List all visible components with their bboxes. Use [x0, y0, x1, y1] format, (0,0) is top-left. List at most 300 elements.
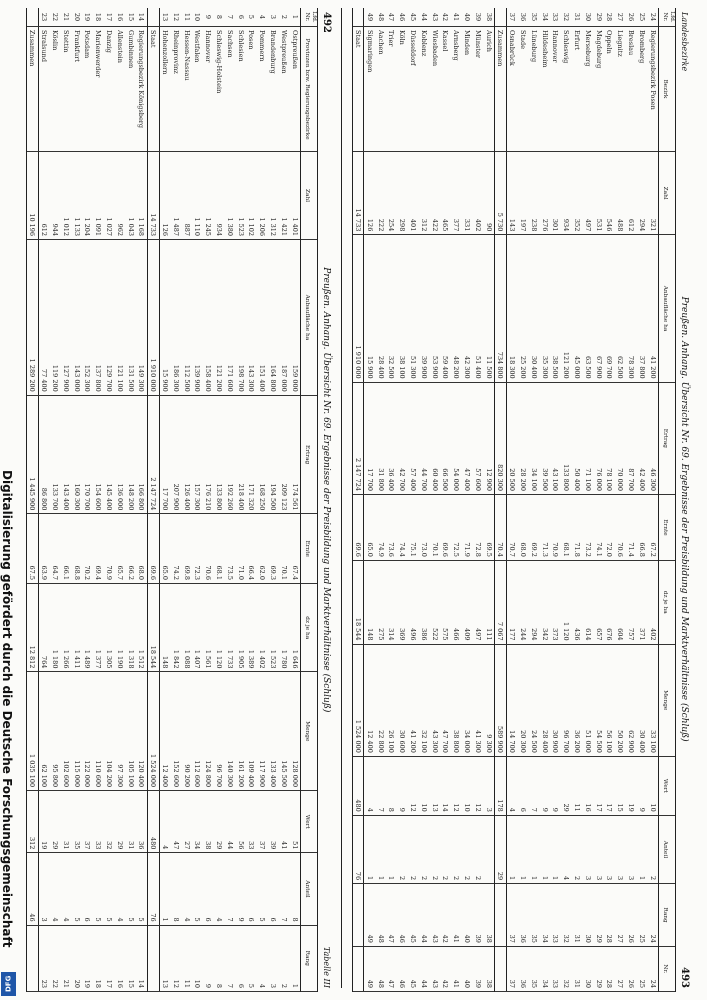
- table-cell: 32 500: [386, 235, 397, 382]
- table-cell: 7 067: [495, 560, 507, 644]
- table-cell: 33: [550, 884, 561, 947]
- table-row: [418, 8, 429, 992]
- table-cell: 3: [268, 925, 279, 991]
- table-cell: 7: [528, 756, 539, 815]
- table-cell: 41: [451, 884, 462, 947]
- table-cell: 1: [539, 815, 550, 883]
- table-cell: 23: [38, 925, 49, 991]
- table-cell: 176 210: [203, 395, 214, 514]
- table-cell: 1 389: [246, 584, 257, 672]
- table-cell: [147, 925, 159, 991]
- table-cell: [352, 884, 364, 947]
- table-cell: 121 200: [214, 240, 225, 396]
- table-cell: 20: [71, 8, 82, 27]
- table-cell: 15: [615, 756, 626, 815]
- table-cell: 402: [647, 560, 658, 644]
- table-cell: 11: [572, 756, 583, 815]
- table-cell: 1 318: [125, 584, 136, 672]
- table-row: [268, 8, 279, 992]
- table-cell: 65.7: [114, 514, 125, 584]
- table-cell: 45: [408, 8, 419, 27]
- row-label: Stralsund: [38, 27, 49, 152]
- row-label: Minden: [462, 27, 473, 152]
- table-cell: 24 500: [528, 644, 539, 756]
- row-label: Koblenz: [418, 27, 429, 152]
- table-cell: 69.6: [147, 514, 159, 584]
- table-cell: 42 700: [397, 382, 408, 494]
- table-cell: 38 100: [397, 235, 408, 382]
- table-cell: 4: [364, 756, 375, 815]
- table-cell: 32: [561, 884, 572, 947]
- table-cell: 377: [451, 152, 462, 235]
- table-cell: 29: [114, 791, 125, 853]
- table-cell: 12 900: [483, 382, 494, 494]
- table-cell: 47 400: [462, 382, 473, 494]
- table-cell: 67 900: [593, 235, 604, 382]
- table-cell: 2 147 724: [352, 382, 364, 494]
- table-row: [235, 8, 246, 992]
- table-cell: 1 204: [82, 152, 93, 240]
- table-cell: 46: [397, 884, 408, 947]
- table-cell: 4: [561, 815, 572, 883]
- table-cell: 1 120: [214, 584, 225, 672]
- table-cell: 60 400: [429, 382, 440, 494]
- table-cell: 8: [386, 756, 397, 815]
- row-label: Regierungsbezirk Posen: [647, 27, 658, 152]
- table-cell: 70 000: [615, 382, 626, 494]
- table-cell: 112 500: [181, 240, 192, 396]
- table-total-row: [147, 8, 159, 992]
- table-cell: 68.1: [561, 495, 572, 561]
- table-cell: 10: [418, 756, 429, 815]
- column-header: Anteil: [301, 853, 318, 925]
- table-cell: 10: [192, 8, 203, 27]
- table-cell: 51 400: [472, 235, 483, 382]
- table-cell: 74.2: [170, 514, 181, 584]
- row-label: Bromberg: [636, 27, 647, 152]
- table-cell: 16: [582, 756, 593, 815]
- right-table-label: Landesbezirke: [680, 12, 689, 72]
- table-cell: 3: [38, 853, 49, 925]
- row-label: Liegnitz: [615, 27, 626, 152]
- table-cell: 409: [462, 560, 473, 644]
- table-cell: 39 500: [539, 382, 550, 494]
- table-cell: 30 400: [636, 644, 647, 756]
- table-cell: 68.0: [518, 495, 529, 561]
- table-cell: 352: [572, 152, 583, 235]
- table-cell: 76: [147, 853, 159, 925]
- table-cell: 33: [550, 946, 561, 991]
- table-cell: 41: [451, 8, 462, 27]
- table-cell: 29: [593, 884, 604, 947]
- table-cell: 5: [71, 853, 82, 925]
- table-cell: 66.4: [246, 514, 257, 584]
- table-cell: 149 300: [136, 240, 147, 396]
- table-cell: 9 300: [483, 644, 494, 756]
- table-cell: 1 523: [268, 584, 279, 672]
- column-header: Lfd. Nr.: [659, 8, 676, 27]
- table-row: [506, 8, 517, 992]
- table-cell: 1 524 000: [352, 644, 364, 756]
- row-label: Münster: [472, 27, 483, 152]
- table-cell: 68.8: [71, 514, 82, 584]
- table-cell: [27, 925, 39, 991]
- table-cell: 62.0: [257, 514, 268, 584]
- table-cell: 75.1: [408, 495, 419, 561]
- table-cell: 44: [418, 8, 429, 27]
- table-cell: 197: [518, 152, 529, 235]
- table-cell: 96 700: [214, 672, 225, 791]
- table-cell: 49: [364, 8, 375, 27]
- table-cell: 67.4: [289, 514, 300, 584]
- table-cell: 1 523: [235, 152, 246, 240]
- table-cell: 1 910 000: [352, 235, 364, 382]
- table-cell: 12 400: [364, 644, 375, 756]
- table-cell: 218 400: [235, 395, 246, 514]
- table-cell: 480: [352, 756, 364, 815]
- table-cell: 5: [257, 853, 268, 925]
- table-cell: 164 800: [268, 240, 279, 396]
- table-cell: 2: [451, 815, 462, 883]
- table-cell: 69.3: [268, 514, 279, 584]
- table-cell: 422: [429, 152, 440, 235]
- table-row: [451, 8, 462, 992]
- table-row: [192, 8, 203, 992]
- table-cell: 43 300: [429, 644, 440, 756]
- column-header: dz je ha: [659, 560, 676, 644]
- row-label: Arnsberg: [451, 27, 462, 152]
- column-header: Menge: [659, 644, 676, 756]
- table-cell: 1 512: [136, 584, 147, 672]
- digitization-credit: [0, 470, 16, 993]
- table-cell: 26 100: [386, 644, 397, 756]
- table-header-row: [659, 8, 676, 992]
- table-row: [289, 8, 300, 992]
- table-cell: 386: [418, 560, 429, 644]
- table-cell: 1 905: [235, 584, 246, 672]
- row-label: Düsseldorf: [408, 27, 419, 152]
- table-cell: 17: [104, 8, 115, 27]
- table-cell: [483, 815, 494, 883]
- table-cell: 87 700: [626, 382, 637, 494]
- table-cell: 18: [93, 8, 104, 27]
- table-cell: 497: [582, 152, 593, 235]
- table-row: [386, 8, 397, 992]
- table-cell: 5: [93, 853, 104, 925]
- table-cell: 38 800: [451, 644, 462, 756]
- table-cell: 1 646: [289, 584, 300, 672]
- table-cell: 18 300: [506, 235, 517, 382]
- table-cell: 1: [528, 815, 539, 883]
- row-label: Westfalen: [192, 27, 203, 152]
- table-cell: 30 400: [528, 235, 539, 382]
- table-cell: 33: [246, 791, 257, 853]
- table-cell: 757: [626, 560, 637, 644]
- table-cell: 19: [82, 8, 93, 27]
- table-cell: 734 800: [495, 235, 507, 382]
- table-cell: 2 147 724: [147, 395, 159, 514]
- table-cell: 1 133: [71, 152, 82, 240]
- table-cell: 152 300: [82, 240, 93, 396]
- column-header: Anteil: [659, 815, 676, 883]
- table-cell: 26: [626, 8, 637, 27]
- right-page-number: 493: [679, 967, 690, 988]
- table-cell: 27: [615, 8, 626, 27]
- table-cell: 2: [462, 815, 473, 883]
- left-table-label: Tabelle III: [322, 946, 331, 988]
- table-cell: 436: [572, 560, 583, 644]
- table-cell: 21: [60, 925, 71, 991]
- table-cell: 158 400: [203, 240, 214, 396]
- table-cell: [147, 8, 159, 27]
- table-cell: 38: [203, 791, 214, 853]
- table-cell: 4: [60, 853, 71, 925]
- table-cell: 36: [518, 946, 529, 991]
- table-cell: 168 250: [257, 395, 268, 514]
- table-cell: 14: [136, 925, 147, 991]
- table-cell: 2: [278, 8, 289, 27]
- table-cell: 63 500: [582, 235, 593, 382]
- table-cell: 10: [462, 756, 473, 815]
- table-cell: 32: [104, 791, 115, 853]
- table-cell: 23: [38, 8, 49, 27]
- table-cell: 373: [550, 560, 561, 644]
- table-cell: 27: [615, 946, 626, 991]
- table-cell: 6: [235, 8, 246, 27]
- table-cell: 50 200: [615, 644, 626, 756]
- row-label: Pommern: [257, 27, 268, 152]
- table-cell: 42: [440, 946, 451, 991]
- table-cell: 1 407: [192, 584, 203, 672]
- row-label: Posen: [246, 27, 257, 152]
- row-label: Potsdam: [82, 27, 93, 152]
- table-cell: 127 900: [60, 240, 71, 396]
- table-row: [483, 8, 494, 992]
- table-cell: 7: [375, 756, 386, 815]
- table-cell: 69.6: [352, 495, 364, 561]
- table-row: [429, 8, 440, 992]
- table-cell: 37 800: [636, 235, 647, 382]
- table-cell: 124 800: [203, 672, 214, 791]
- digitization-credit-text: Digitalisierung gefördert durch die Deutsche Forschungsgemeinschaft: [0, 470, 14, 948]
- column-header: Zahl: [301, 152, 318, 240]
- table-cell: 28: [604, 8, 615, 27]
- table-cell: 12: [408, 756, 419, 815]
- table-cell: 66.8: [636, 495, 647, 561]
- row-label: Staat: [352, 27, 364, 152]
- table-cell: 1: [289, 8, 300, 27]
- table-cell: 71.0: [235, 514, 246, 584]
- row-label: Aachen: [375, 27, 386, 152]
- table-cell: 5: [246, 8, 257, 27]
- table-cell: 1 120: [561, 560, 572, 644]
- table-cell: 128 000: [289, 672, 300, 791]
- table-cell: 56: [235, 791, 246, 853]
- table-cell: 33 100: [647, 644, 658, 756]
- table-cell: 39: [472, 8, 483, 27]
- table-cell: 111: [483, 560, 494, 644]
- table-cell: 294: [528, 560, 539, 644]
- table-cell: 39: [472, 884, 483, 947]
- table-cell: 66.2: [125, 514, 136, 584]
- table-cell: 17: [604, 756, 615, 815]
- table-cell: 51: [289, 791, 300, 853]
- table-cell: 28: [604, 884, 615, 947]
- table-cell: 42 400: [636, 382, 647, 494]
- table-row: [636, 8, 647, 992]
- table-cell: 1 411: [71, 584, 82, 672]
- right-page: [350, 8, 690, 992]
- table-cell: 26: [626, 946, 637, 991]
- table-cell: 126: [364, 152, 375, 235]
- table-cell: 1 733: [224, 584, 235, 672]
- table-cell: 37: [82, 791, 93, 853]
- table-cell: 1 190: [114, 584, 125, 672]
- table-cell: 121 100: [114, 240, 125, 396]
- row-label: Brandenburg: [268, 27, 279, 152]
- table-cell: 25: [636, 884, 647, 947]
- table-cell: 2: [472, 815, 483, 883]
- table-cell: 34: [539, 946, 550, 991]
- table-cell: 2: [278, 925, 289, 991]
- table-cell: 40: [462, 8, 473, 27]
- table-cell: 1 561: [203, 584, 214, 672]
- table-cell: 131 500: [125, 240, 136, 396]
- table-cell: 34: [539, 884, 550, 947]
- table-cell: 6: [203, 853, 214, 925]
- table-cell: 15: [125, 8, 136, 27]
- table-row: [114, 8, 125, 992]
- table-header-row: [301, 8, 318, 992]
- left-page-number: 492: [321, 12, 332, 33]
- row-label: Schleswig: [561, 27, 572, 152]
- table-cell: 34 000: [462, 644, 473, 756]
- table-cell: 57 400: [408, 382, 419, 494]
- table-cell: 207 900: [170, 395, 181, 514]
- table-row: [71, 8, 82, 992]
- row-label: Hannover: [203, 27, 214, 152]
- table-cell: 66.1: [60, 514, 71, 584]
- table-cell: 7: [224, 925, 235, 991]
- row-label: Köln: [397, 27, 408, 152]
- table-cell: 37: [506, 946, 517, 991]
- column-header: Ernte: [301, 514, 318, 584]
- table-cell: 11: [181, 8, 192, 27]
- table-cell: 26: [626, 884, 637, 947]
- table-cell: 321: [647, 152, 658, 235]
- table-cell: 70.9: [104, 514, 115, 584]
- left-page: [20, 8, 332, 992]
- table-cell: 187 000: [278, 240, 289, 396]
- table-cell: 9: [203, 8, 214, 27]
- table-cell: 69.4: [93, 514, 104, 584]
- table-cell: 69 700: [604, 235, 615, 382]
- table-row: [561, 8, 572, 992]
- table-cell: 171 320: [246, 395, 257, 514]
- table-cell: 1 012: [60, 152, 71, 240]
- table-cell: 62 100: [38, 672, 49, 791]
- table-cell: 30: [582, 8, 593, 27]
- table-cell: 5 730: [495, 152, 507, 235]
- table-cell: 62 900: [626, 644, 637, 756]
- table-cell: 37: [506, 8, 517, 27]
- table-cell: 136 000: [114, 395, 125, 514]
- table-cell: 276: [539, 152, 550, 235]
- table-cell: 3: [582, 815, 593, 883]
- table-cell: 1 489: [82, 584, 93, 672]
- table-cell: 24: [647, 8, 658, 27]
- table-cell: 1 110: [192, 152, 203, 240]
- table-cell: 7: [224, 8, 235, 27]
- table-cell: 1 168: [136, 152, 147, 240]
- table-cell: 170 700: [82, 395, 93, 514]
- row-label: Stettin: [60, 27, 71, 152]
- table-cell: 10: [192, 925, 203, 991]
- table-cell: 614: [582, 560, 593, 644]
- table-cell: 1 102: [246, 152, 257, 240]
- table-cell: 331: [462, 152, 473, 235]
- left-statistics-table: [26, 8, 317, 992]
- table-cell: 143 300: [246, 240, 257, 396]
- table-cell: 86 800: [38, 395, 49, 514]
- table-cell: 8: [289, 853, 300, 925]
- table-cell: 41: [451, 946, 462, 991]
- table-cell: 1 910 000: [147, 240, 159, 396]
- table-cell: 39: [472, 946, 483, 991]
- column-header: Rang: [301, 925, 318, 991]
- table-cell: 11 500: [483, 235, 494, 382]
- table-cell: 5: [246, 925, 257, 991]
- table-cell: 110 600: [93, 672, 104, 791]
- table-cell: 30 600: [397, 644, 408, 756]
- table-cell: 35: [528, 946, 539, 991]
- table-row: [375, 8, 386, 992]
- table-cell: 71 100: [582, 382, 593, 494]
- table-cell: 20 500: [506, 382, 517, 494]
- right-statistics-table: [352, 8, 675, 992]
- table-cell: 7: [278, 853, 289, 925]
- row-label: Marienwerder: [93, 27, 104, 152]
- table-cell: 178: [495, 756, 507, 815]
- table-cell: 1 035 100: [27, 672, 39, 791]
- dfg-logo-text: DFG: [4, 975, 13, 993]
- table-cell: 70.1: [429, 495, 440, 561]
- table-cell: 32: [561, 8, 572, 27]
- row-label: Hannover: [550, 27, 561, 152]
- row-label: Magdeburg: [593, 27, 604, 152]
- table-cell: 43 100: [550, 382, 561, 494]
- table-cell: 40: [462, 946, 473, 991]
- table-cell: 148: [364, 560, 375, 644]
- table-cell: 74.9: [375, 495, 386, 561]
- table-cell: 68.0: [136, 514, 147, 584]
- table-cell: 67.5: [27, 514, 39, 584]
- table-cell: 4: [214, 853, 225, 925]
- row-label: Köslin: [50, 27, 61, 152]
- table-cell: 145 500: [278, 672, 289, 791]
- table-cell: 19: [38, 791, 49, 853]
- table-cell: 57 600: [472, 382, 483, 494]
- table-row: [528, 8, 539, 992]
- table-cell: 120 400: [136, 672, 147, 791]
- table-cell: 47: [386, 8, 397, 27]
- table-cell: 90 200: [181, 672, 192, 791]
- table-cell: 50 400: [572, 382, 583, 494]
- table-cell: 38: [483, 884, 494, 947]
- table-cell: 166 800: [136, 395, 147, 514]
- table-cell: 6: [268, 853, 279, 925]
- table-cell: 29: [214, 791, 225, 853]
